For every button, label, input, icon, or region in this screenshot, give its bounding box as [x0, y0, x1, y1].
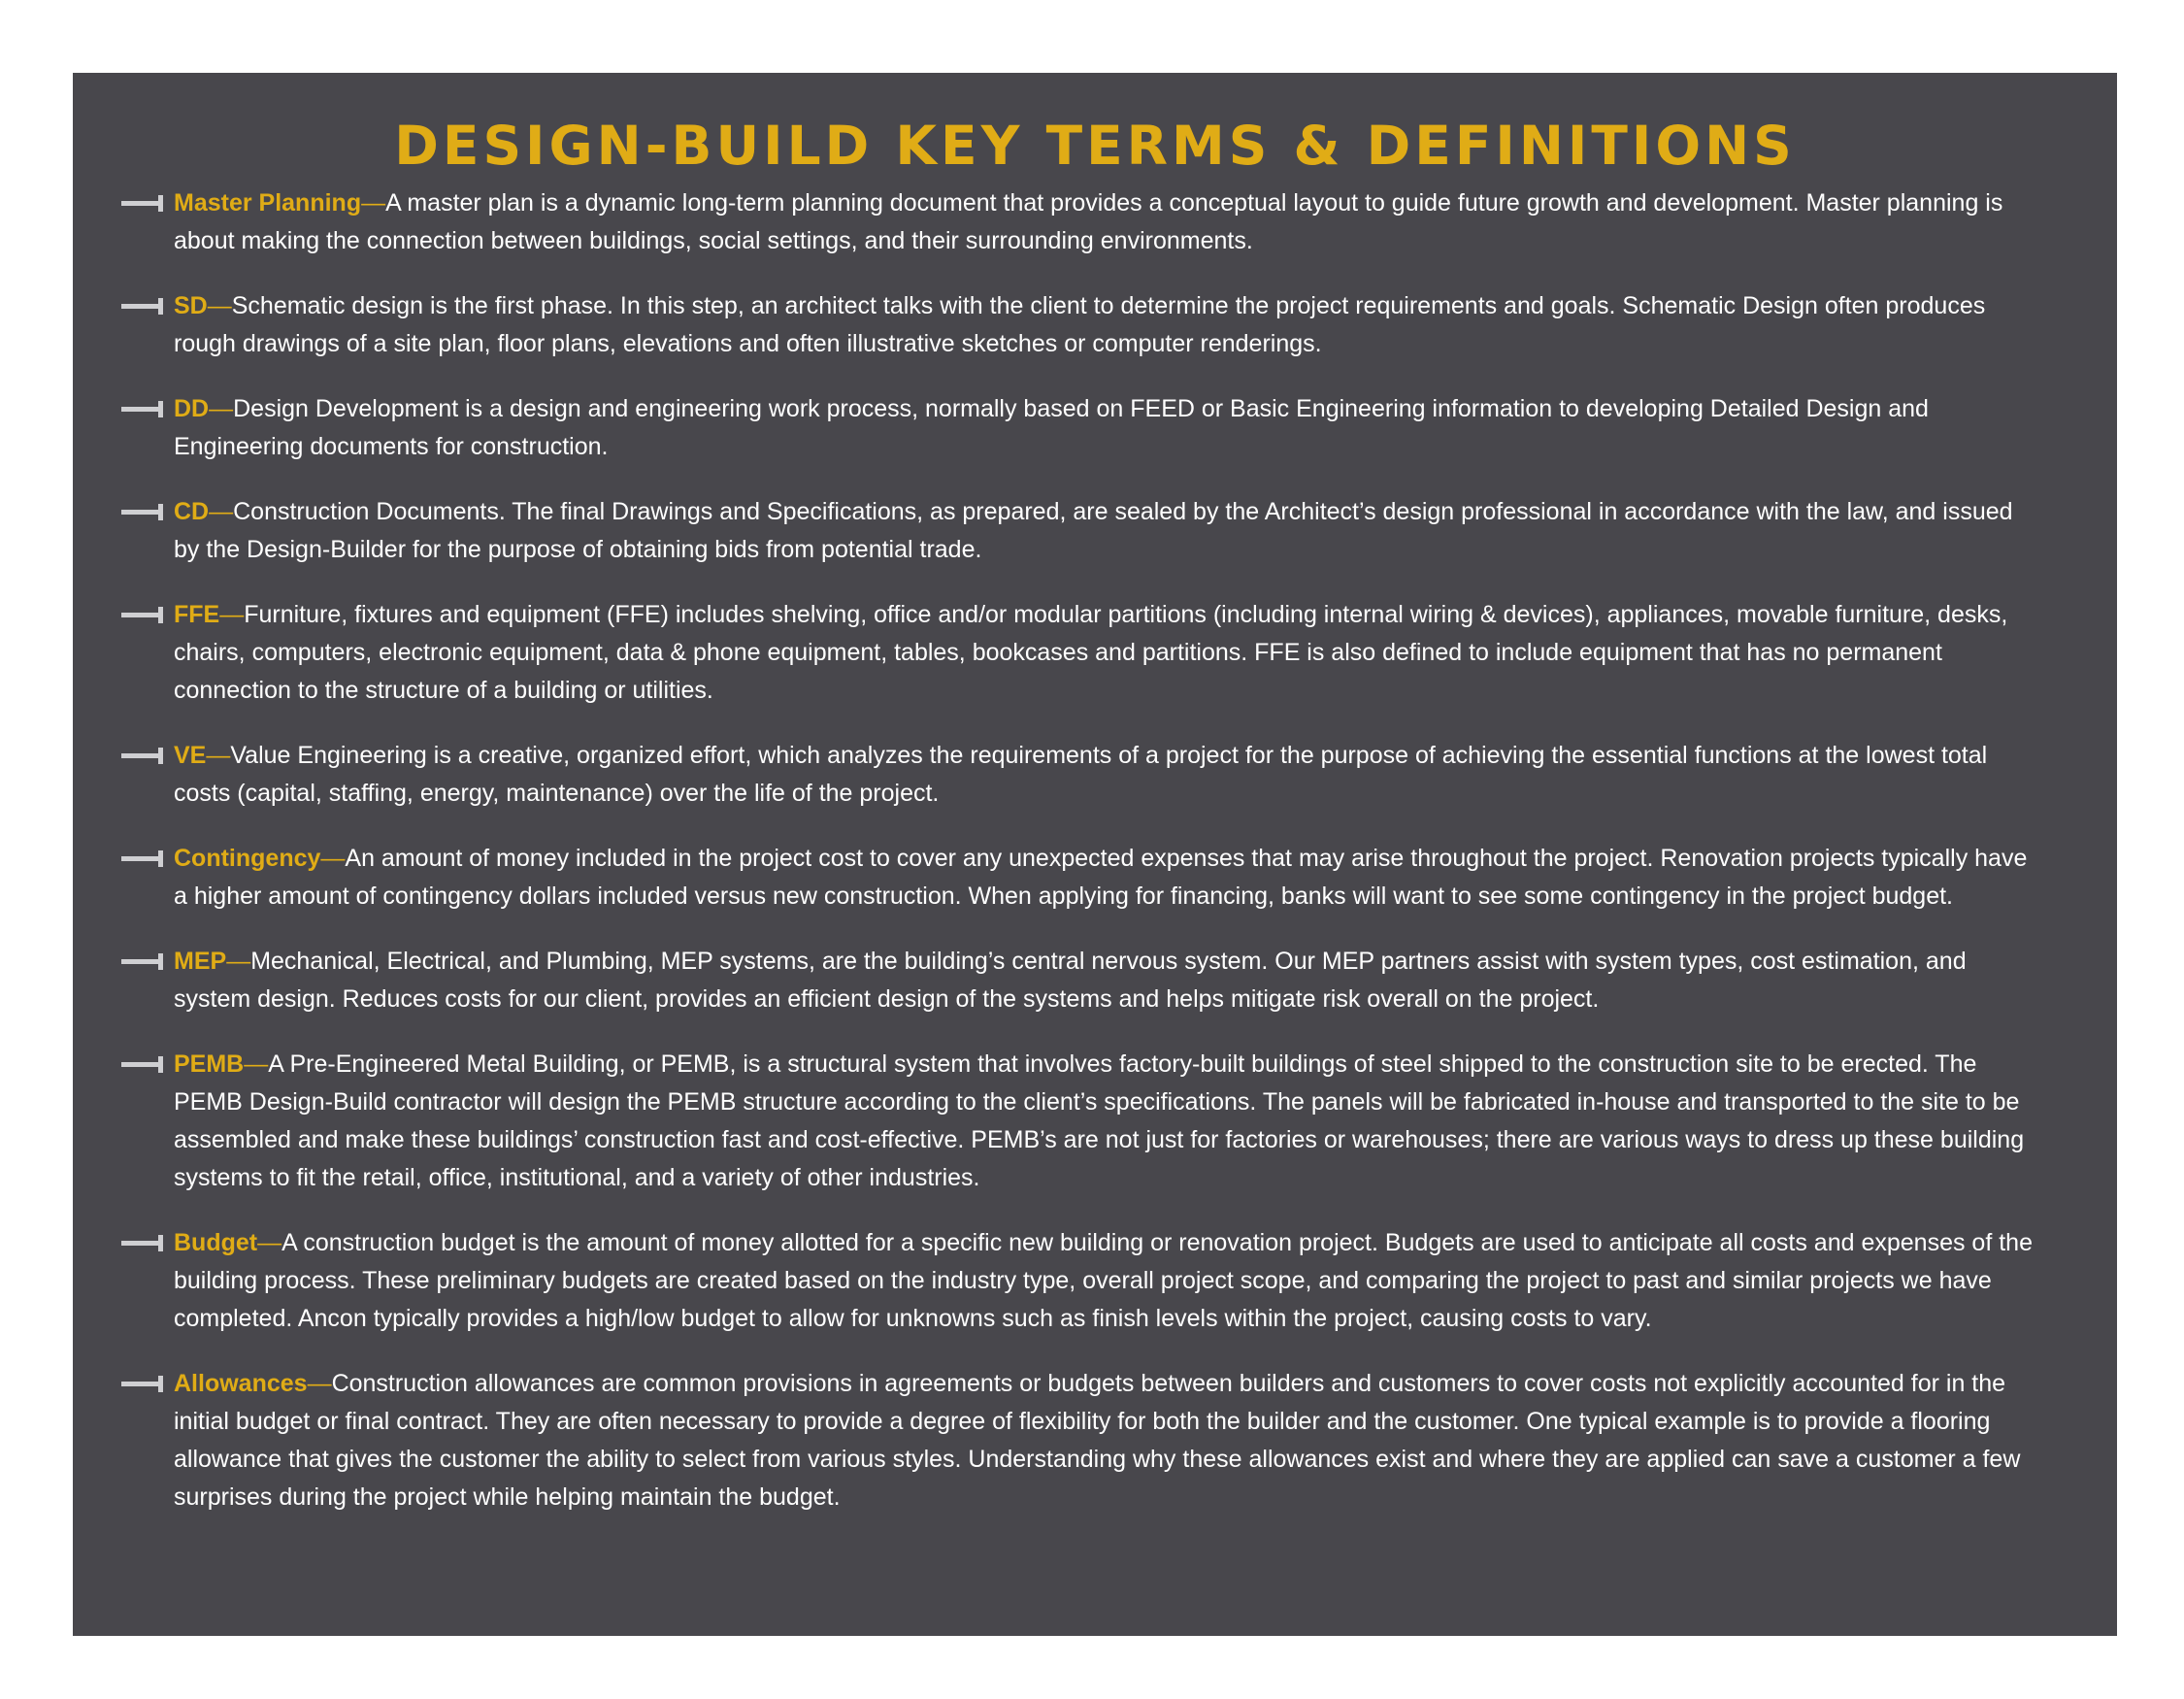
bullet-line-icon [121, 1060, 163, 1069]
term-dash: — [257, 1229, 282, 1256]
term-name: Master Planning [174, 189, 362, 217]
term-entry-contingency [73, 840, 2117, 916]
bullet-line-icon [121, 751, 163, 760]
term-dash: — [207, 292, 232, 319]
term-dash: — [209, 395, 234, 422]
bullet-line-icon [121, 405, 163, 414]
bullet-line-icon [121, 957, 163, 966]
bullet-line-icon [121, 854, 163, 863]
term-dash: — [361, 189, 386, 217]
term-entry-mep [73, 943, 2117, 1018]
term-dash: — [209, 498, 234, 525]
definitions-panel [73, 73, 2117, 1636]
term-name: CD [174, 498, 210, 525]
term-dash: — [320, 845, 346, 872]
term-definition: Design Development is a design and engineering work process, normally based on FEED or Basic Engineering information to developing Detailed Design and Engineering documents for construction. [174, 395, 1929, 460]
term-definition: A construction budget is the amount of money allotted for a specific new building or renovation project. Budgets are used to anticipate all costs and expenses of the building process. These preliminary budgets are created based on the industry type, overall project scope, and comparing the project to past and similar projects we have completed. Ancon typically provides a high/low budget to allow for unknowns such as finish levels within the project, causing costs to vary. [174, 1229, 2033, 1332]
term-entry-allowances [73, 1365, 2117, 1516]
term-name: FFE [174, 601, 220, 628]
terms-list [73, 184, 2117, 1544]
term-definition: A master plan is a dynamic long-term planning document that provides a conceptual layout to guide future growth and development. Master planning is about making the connection between buildings, social settings, and their surrounding environments. [174, 189, 2003, 254]
term-entry-cd [73, 493, 2117, 569]
term-entry-dd [73, 390, 2117, 466]
term-definition: A Pre-Engineered Metal Building, or PEMB, is a structural system that involves factory-built buildings of steel shipped to the construction site to be erected. The PEMB Design-Build contractor will design the PEMB structure according to the client’s specifications. The panels will be fabricated in-house and transported to the site to be assembled and make these buildings’ construction fast and cost-effective. PEMB’s are not just for factories or warehouses; there are various ways to dress up these building systems to fit the retail, office, institutional, and a variety of other industries. [174, 1050, 2025, 1191]
term-entry-sd [73, 287, 2117, 363]
term-entry-ve [73, 737, 2117, 813]
term-definition: Schematic design is the first phase. In this step, an architect talks with the client to determine the project requirements and goals. Schematic Design often produces rough drawings of a site plan, floor plans, elevations and often illustrative sketches or computer renderings. [174, 292, 1986, 357]
term-name: DD [174, 395, 210, 422]
term-dash: — [206, 742, 231, 769]
page-title: DESIGN-BUILD KEY TERMS & DEFINITIONS [394, 115, 1796, 177]
term-entry-master-planning [73, 184, 2117, 260]
term-definition: Mechanical, Electrical, and Plumbing, MEP systems, are the building’s central nervous system. Our MEP partners assist with system types, cost estimation, and system design. Reduces costs for our client, provides an efficient design of the systems and helps mitigate risk overall on the project. [174, 948, 1967, 1013]
term-dash: — [219, 601, 245, 628]
bullet-line-icon [121, 199, 163, 208]
term-definition: An amount of money included in the project cost to cover any unexpected expenses that may arise throughout the project. Renovation projects typically have a higher amount of contingency dollars included versus new construction. When applying for financing, banks will want to see some contingency in the project budget. [174, 845, 2028, 910]
term-entry-pemb [73, 1046, 2117, 1197]
term-dash: — [226, 948, 251, 975]
term-definition: Construction allowances are common provisions in agreements or budgets between builders and customers to cover costs not explicitly accounted for in the initial budget or final contract. They are often necessary to provide a degree of flexibility for both the builder and the customer. One typical example is to provide a flooring allowance that gives the customer the ability to select from various styles. Understanding why these allowances exist and where they are applied can save a customer a few surprises during the project while helping maintain the budget. [174, 1370, 2021, 1511]
term-dash: — [244, 1050, 269, 1078]
bullet-line-icon [121, 611, 163, 619]
term-definition: Value Engineering is a creative, organized effort, which analyzes the requirements of a project for the purpose of achieving the essential functions at the lowest total costs (capital, staffing, energy, maintenance) over the life of the project. [174, 742, 1988, 807]
term-dash: — [307, 1370, 332, 1397]
term-definition: Construction Documents. The final Drawings and Specifications, as prepared, are sealed by the Architect’s design professional in accordance with the law, and issued by the Design-Builder for the purpose of obtaining bids from potential trade. [174, 498, 2013, 563]
bullet-line-icon [121, 1239, 163, 1248]
term-name: Budget [174, 1229, 258, 1256]
bullet-line-icon [121, 302, 163, 311]
term-name: Contingency [174, 845, 321, 872]
term-name: VE [174, 742, 207, 769]
term-entry-ffe [73, 596, 2117, 710]
bullet-line-icon [121, 1380, 163, 1388]
bullet-line-icon [121, 508, 163, 516]
term-name: PEMB [174, 1050, 245, 1078]
term-name: MEP [174, 948, 227, 975]
term-name: SD [174, 292, 208, 319]
term-definition: Furniture, fixtures and equipment (FFE) includes shelving, office and/or modular partitions (including internal wiring & devices), appliances, movable furniture, desks, chairs, computers, electronic equipment, data & phone equipment, tables, bookcases and partitions. FFE is also defined to include equipment that has no permanent connection to the structure of a building or utilities. [174, 601, 2008, 704]
term-entry-budget [73, 1224, 2117, 1338]
term-name: Allowances [174, 1370, 308, 1397]
